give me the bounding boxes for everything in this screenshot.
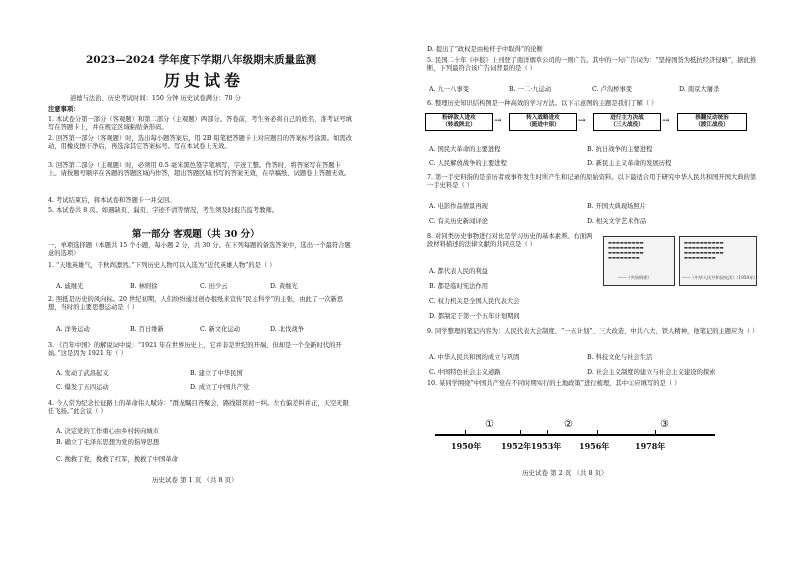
q7-option-a: A. 电影作品情景再现 bbox=[429, 203, 488, 210]
q7-option-d: D. 相关文学艺术作品 bbox=[587, 218, 647, 225]
timeline-year-1978: 1978年 bbox=[635, 441, 666, 451]
q9-option-a: A. 中华人民共和国的成立与巩固 bbox=[429, 354, 520, 361]
q10-stem: 10. 某同学围绕“中国共产党在不同时期实行的土地政策”进行梳理，其中②应填写的是（ ） bbox=[427, 380, 681, 387]
section1-intro: 一、单项选择题（本题共 15 个小题，每小题 2 分，共 30 分。在下列每题的备选答案中，选出一个最符合题意的选项） bbox=[48, 242, 351, 257]
q3-stem: 3. 《百年中国》的解说词中说：“1921 年在世界历史上，它并非是世纪的开端，但却是一个全新时代的开始。”这是因为 1921 年（ ） bbox=[48, 342, 342, 357]
part1-title: 第一部分 客观题（共 30 分） bbox=[132, 229, 260, 240]
timeline-marker-2: ② bbox=[564, 419, 573, 430]
q6-box-3-line-2: （三大战役） bbox=[610, 122, 644, 128]
q8-stem: 8. 对同类历史事物进行对比是学习历史的基本素养。右面两段材料描述的法律文献的共同点是（ ） bbox=[427, 233, 593, 248]
q7-stem: 7. 第一手史料指的是亲历者或事件发生时所产生和记录的原始资料。以下最适合用于研究中华人民共和国开国大典的第一手史料是（ ） bbox=[427, 174, 757, 189]
q4-option-a: A. 决定党的工作重心由乡村转向城市 bbox=[56, 428, 160, 435]
q6-flow-box-2 bbox=[509, 113, 577, 131]
q2-option-b: B. 百日维新 bbox=[130, 326, 164, 333]
flow-arrow-icon: → bbox=[494, 116, 502, 126]
q6-box-4-line-1: 推翻反动统治 bbox=[695, 115, 729, 121]
q8-document-image-2 bbox=[679, 236, 757, 286]
timeline-year-1952: 1952年 bbox=[501, 441, 532, 451]
exam-header-line: 2023—2024 学年度下学期八年级期末质量监测 bbox=[86, 54, 317, 66]
q3-option-b: B. 建立了中华民国 bbox=[190, 370, 243, 377]
exam-page-2 bbox=[397, 0, 794, 561]
q2-option-a: A. 洋务运动 bbox=[56, 326, 90, 333]
notice-1: 1. 本试卷分第一部分（客观题）和第二部分（主观题）两部分。答卷前，考生务必将自己的姓名、准考证号填写在答题卡上，并在规定区域粘贴条形码。 bbox=[48, 116, 352, 131]
q8-option-b: B. 都是临时宪法作用 bbox=[429, 283, 489, 290]
q6-option-d: D. 新民主主义革命的发展历程 bbox=[587, 160, 672, 167]
q8-document-image-1 bbox=[603, 236, 675, 286]
q5-option-c: C. 卢沟桥事变 bbox=[592, 86, 633, 93]
q5-option-d: D. 南京大屠杀 bbox=[679, 86, 720, 93]
q6-box-2-line-1: 转入战略进攻 bbox=[526, 115, 560, 121]
q6-flow-box-3 bbox=[593, 113, 661, 131]
q6-box-3-line-1: 进行主力决战 bbox=[610, 115, 644, 121]
notice-5: 5. 本试卷共 8 页。如遇缺页、漏页、字迹不清等情况，考生须及时报告监考教师。 bbox=[48, 207, 279, 214]
q6-box-1-line-1: 粉碎敌人进攻 bbox=[442, 115, 476, 121]
timeline-year-1950: 1950年 bbox=[451, 441, 482, 451]
q1-option-b: B. 林则徐 bbox=[130, 283, 158, 290]
q5-stem: 5. 民国二十年《申报》上刊登了南洋烟草公司的一则广告。其中的一句广告词为：“坚持国货为抵抗经济侵略”，据此推断，下列最符合该广告词背景的是（ ） bbox=[427, 57, 757, 72]
q8-document-2-caption: ——《中华人民共和国宪法》（1954年） bbox=[682, 275, 758, 280]
q7-option-b: B. 开国大典现场照片 bbox=[587, 203, 647, 210]
q1-option-c: C. 田少云 bbox=[200, 283, 228, 290]
q8-document-1-caption: ——《共同纲领》 bbox=[618, 275, 652, 280]
timeline-tick bbox=[465, 430, 466, 435]
q6-box-4-line-2: （渡江战役） bbox=[695, 122, 729, 128]
q2-option-c: C. 新文化运动 bbox=[200, 326, 241, 333]
q8-option-d: D. 都制定于第一个五年计划期间 bbox=[429, 313, 520, 320]
timeline-tick bbox=[597, 430, 598, 435]
flow-arrow-icon: → bbox=[662, 116, 670, 126]
q6-flow-box-1 bbox=[425, 113, 493, 131]
q4-option-d: D. 提出了“政权是由枪杆子中取得”的论断 bbox=[427, 46, 544, 53]
q5-option-a: A. 九一八事变 bbox=[429, 86, 470, 93]
q9-option-d: D. 社会主义制度的建立与社会主义建设的探索 bbox=[587, 369, 716, 376]
timeline-tick bbox=[655, 430, 656, 435]
q3-option-d: D. 成立了中国共产党 bbox=[190, 384, 250, 391]
exam-time-info: 道德与法治、历史考试时间：150 分钟 历史试卷满分：70 分 bbox=[70, 95, 241, 102]
notice-4: 4. 考试结束后，将本试卷和答题卡一并交回。 bbox=[48, 197, 176, 204]
document-text-lines: ▬▬▬▬▬▬▬▬▬▬ ▬▬▬▬▬▬▬▬▬▬ ▬▬▬▬▬▬▬▬▬▬ ▬▬▬▬▬▬▬▬ bbox=[684, 240, 724, 260]
q1-option-d: D. 黄继光 bbox=[270, 283, 298, 290]
q6-flow-box-4 bbox=[677, 113, 747, 131]
exam-title: 历史试卷 bbox=[164, 71, 245, 90]
q6-box-1-line-2: （转战陕北） bbox=[442, 122, 476, 128]
timeline-tick bbox=[547, 430, 548, 435]
q3-option-c: C. 爆发了五四运动 bbox=[56, 384, 109, 391]
q7-option-c: C. 有关历史新闻评论 bbox=[429, 218, 488, 225]
q6-option-a: A. 国民大革命的主要进程 bbox=[429, 146, 501, 153]
q6-box-2-line-2: （挺进中原） bbox=[526, 122, 560, 128]
q2-stem: 2. 照抵是历史的风向标。20 世纪初期，人们纷纷通过创办报纸来宣传“民主科学”的主张，由此了一次新思想，当时的主要思想运动是（ ） bbox=[48, 296, 344, 311]
q6-stem: 6. 整理历史知识结构图是一种高效的学习方法。以下示意图的主题是我们了解（ ） bbox=[427, 100, 658, 107]
timeline-year-1956: 1956年 bbox=[579, 441, 610, 451]
notice-title: 注意事项： bbox=[48, 106, 80, 113]
timeline-marker-1: ① bbox=[485, 419, 494, 430]
q5-option-b: B. 一二·九运动 bbox=[509, 86, 552, 93]
q2-option-d: D. 北伐战争 bbox=[270, 326, 305, 333]
q8-option-c: C. 权力机关是全国人民代表大会 bbox=[429, 298, 520, 305]
timeline-marker-3: ③ bbox=[660, 419, 669, 430]
notice-2: 2. 回答第一部分（客观题）时，选出每小题答案后，用 2B 铅笔把答题卡上对应题目的答案标号涂黑。如需改动，用橡皮擦干净后，再选涂其它答案标号。写在本试卷上无效。 bbox=[48, 135, 353, 150]
q4-stem: 4. 今人常为纪念长征路上的革命伟人赋诗：“群龙瞩目齐聚会，路线错误初一纠。左右偏差纠并正，天空无限任飞扬。”此会议（ ） bbox=[48, 400, 349, 415]
q6-option-c: C. 人民解放战争的主要进程 bbox=[429, 160, 507, 167]
timeline-year-1953: 1953年 bbox=[531, 441, 562, 451]
q1-option-a: A. 戚继光 bbox=[56, 283, 84, 290]
timeline-tick bbox=[520, 430, 521, 435]
q8-option-a: A. 都代表人民的利益 bbox=[429, 268, 488, 275]
q4-option-b: B. 确立了毛泽东思想为党的指导思想 bbox=[56, 439, 160, 446]
q4-option-c: C. 挽救了党，挽救了红军，挽救了中国革命 bbox=[56, 456, 178, 463]
q3-option-a: A. 发动了武昌起义 bbox=[56, 370, 109, 377]
q9-stem: 9. 同学整理的笔记内容为：人民代表大会制度、“一五计划”、三大改造、中共八大、铁人精神，他笔记的主题应为（ ） bbox=[427, 328, 759, 335]
q1-stem: 1. “天地英雄气，千秋尚凛然。”下列历史人物可以入选为“近代英雄人物”的是（ ） bbox=[48, 262, 276, 269]
document-text-lines: ▬▬▬▬▬▬▬▬▬ ▬▬▬▬▬▬▬▬▬ ▬▬▬▬▬▬▬▬▬ ▬▬▬▬▬▬▬▬ bbox=[608, 240, 644, 260]
notice-3: 3. 回答第二部分（主观题）时，必须用 0.5 毫米黑色签字笔填写，字迹工整。作答时，将答案写在答题卡上。请按题号顺序在各题的答题区域内作答，超出答题区域书写的答案无效，在草稿纸、试题卷上答题无效。 bbox=[48, 162, 351, 177]
page-1-footer: 历史试卷 第 1 页 （共 8 页） bbox=[152, 476, 238, 484]
q6-option-b: B. 抗日战争的主要进程 bbox=[587, 146, 653, 153]
q9-option-b: B. 科技文化与社会生活 bbox=[587, 354, 653, 361]
page-2-footer: 历史试卷 第 2 页 （共 8 页） bbox=[522, 469, 608, 477]
timeline-axis bbox=[435, 434, 715, 436]
q9-option-c: C. 中国特色社会主义道路 bbox=[429, 369, 501, 376]
flow-arrow-icon: → bbox=[578, 116, 586, 126]
